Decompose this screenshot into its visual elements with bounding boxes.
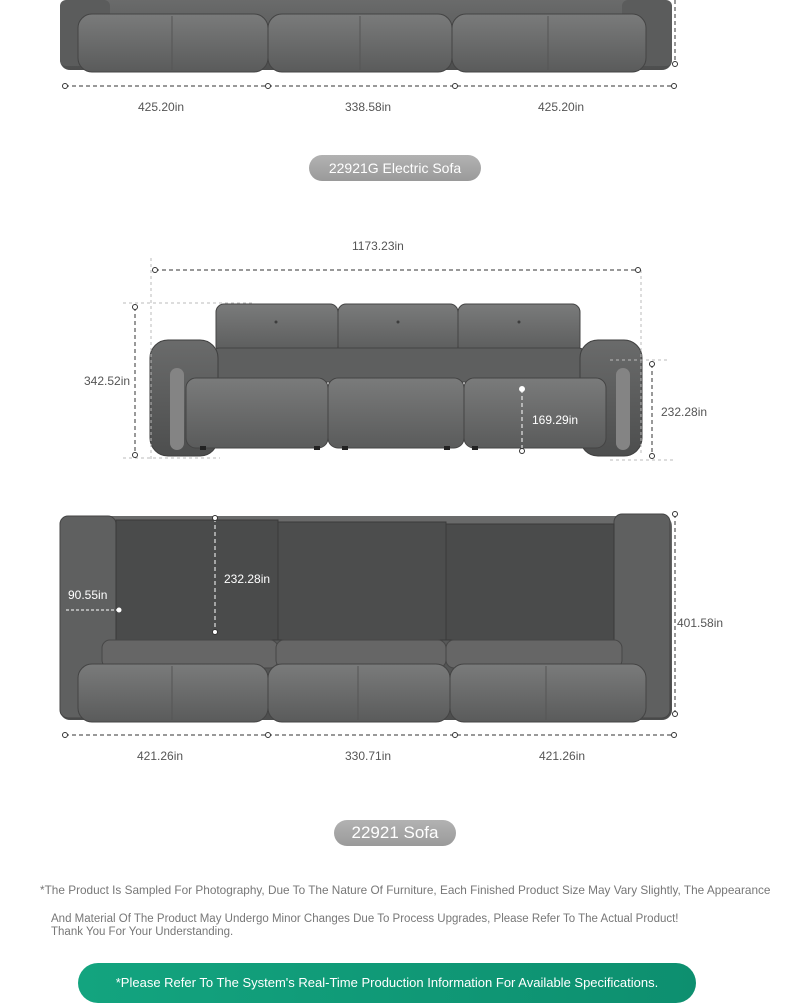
top-view-total-depth: 401.58in	[677, 616, 724, 630]
top-view-width-left: 421.26in	[137, 749, 184, 763]
disclaimer-line-1: *The Product Is Sampled For Photography, Due To The Nature Of Furniture, Each Finished Product Size May Vary Slightly, The Appearance	[40, 883, 771, 897]
top-view-width-middle: 330.71in	[345, 749, 392, 763]
top-width-right: 425.20in	[538, 100, 585, 114]
front-view-sofa	[150, 304, 642, 456]
model-title-electric-sofa: 22921G Electric Sofa	[309, 155, 481, 181]
top-width-left: 425.20in	[138, 100, 185, 114]
front-seat-height: 169.29in	[532, 413, 579, 427]
top-view-sofa	[60, 514, 672, 722]
model-title-sofa: 22921 Sofa	[334, 820, 456, 846]
top-view-arm-width: 90.55in	[68, 588, 108, 602]
front-total-width: 1173.23in	[352, 239, 404, 253]
disclaimer-line-3: Thank You For Your Understanding.	[51, 926, 234, 938]
front-total-height: 342.52in	[84, 374, 131, 388]
specifications-notice-banner: *Please Refer To The System's Real-Time Production Information For Available Specifications.	[78, 963, 696, 1003]
top-view-seat-depth: 232.28in	[224, 572, 271, 586]
disclaimer-line-2: And Material Of The Product May Undergo Minor Changes Due To Process Upgrades, Please Refer To The Actual Product!	[51, 913, 679, 925]
top-view-width-right: 421.26in	[539, 749, 586, 763]
front-arm-height: 232.28in	[661, 405, 708, 419]
top-sofa-partial	[60, 0, 672, 72]
top-width-middle: 338.58in	[345, 100, 392, 114]
